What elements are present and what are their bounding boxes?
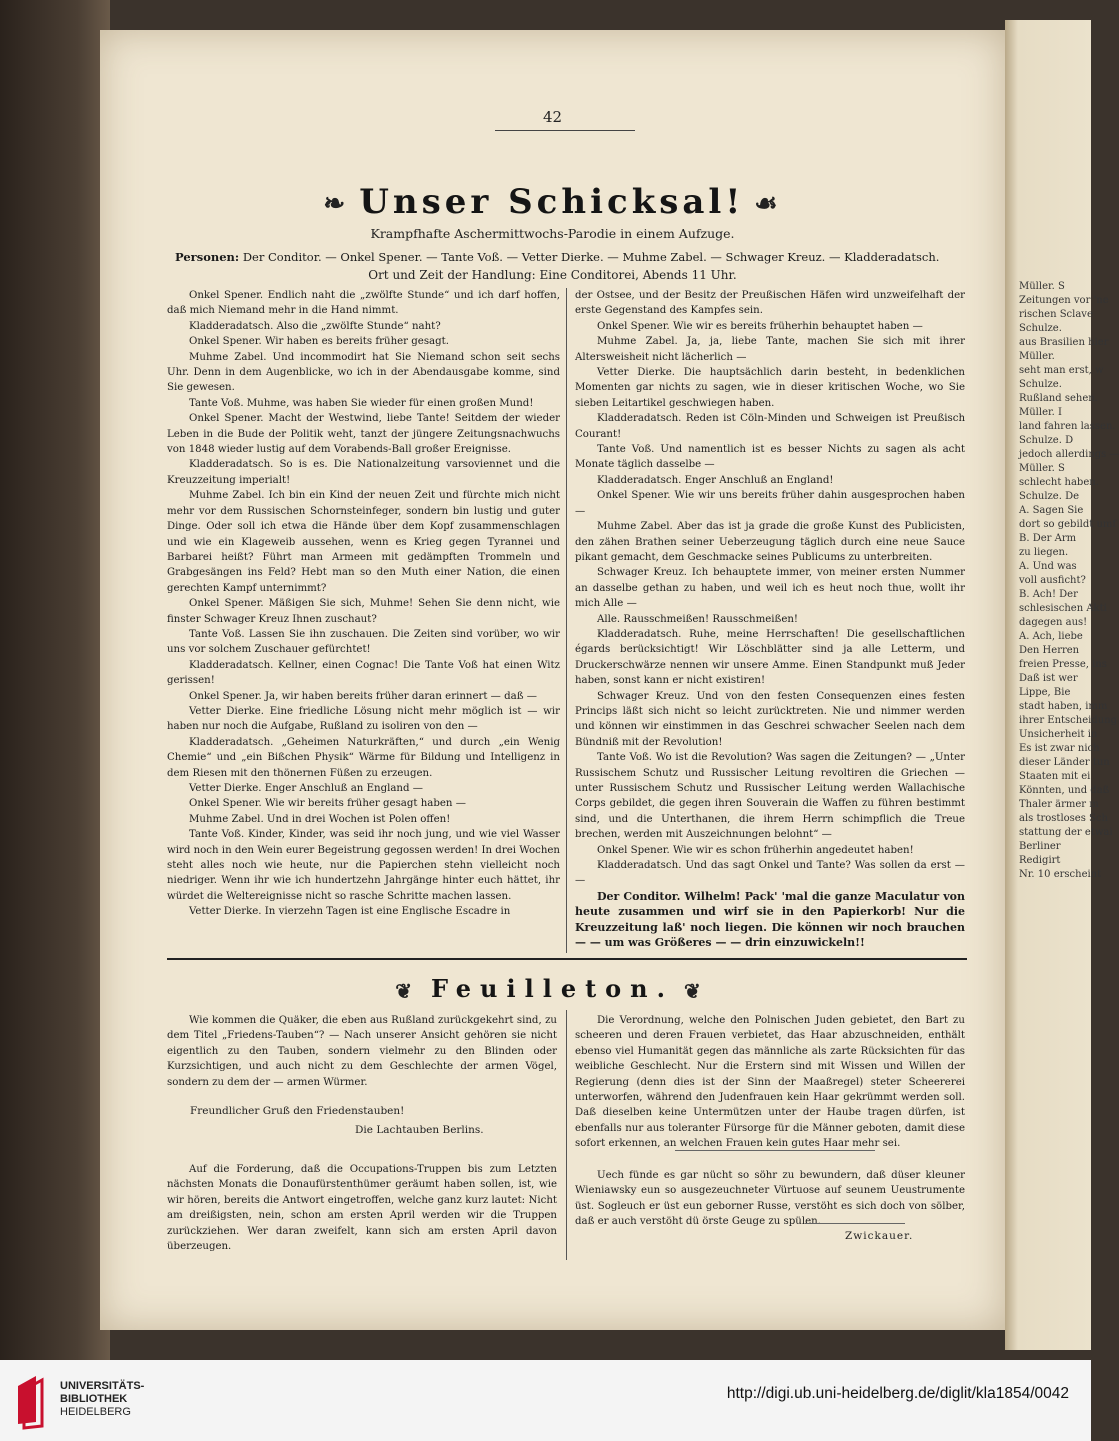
adjacent-page-line: Müller. S — [1019, 281, 1065, 292]
dialogue-line: Muhme Zabel. Ich bin ein Kind der neuen Zeit und fürchte mich nicht mehr vor dem Russischen Schornsteinfeger, sondern bin lustig und guter Dinge. Oder soll ich etwa die Hände über dem Kopf zusammenschlagen und wie ein Klageweib aussehen, wenn es Krieg gegen Tyrannei und Barbarei heißt? Führt man Armeen mit gedämpften Trommeln und Grabgesängen ins Feld? Hebt man so den Muth einer Nation, die einen gerechten Kampf unternimmt? — [167, 490, 560, 594]
dialogue-line: Tante Voß. Muhme, was haben Sie wieder für einen großen Mund! — [189, 397, 534, 409]
article-column-right — [575, 288, 965, 951]
dialogue-line: Onkel Spener. Wie wir es bereits früherhin behauptet haben — — [597, 320, 923, 332]
adjacent-page-line: schlesischen Akti — [1019, 603, 1107, 614]
dialogue-line: Onkel Spener. Mäßigen Sie sich, Muhme! Sehen Sie denn nicht, wie finster Schwager Kreuz Ihnen zuschaut? — [167, 598, 560, 625]
cast-names: Der Conditor. — Onkel Spener. — Tante Voß. — Vetter Dierke. — Muhme Zabel. — Schwager Kreuz. — Kladderadatsch. — [242, 250, 940, 264]
dialogue-line: Kladderadatsch. Kellner, einen Cognac! Die Tante Voß hat einen Witz gerissen! — [167, 659, 560, 687]
adjacent-page-line: rischen Sclave — [1019, 309, 1093, 320]
flourish-left-icon: ❦ — [395, 978, 422, 1003]
adjacent-page-line: dort so gebildt umf — [1019, 519, 1117, 530]
library-logo-icon[interactable] — [14, 1372, 50, 1428]
adjacent-page-line: als trostloses Sch — [1019, 813, 1108, 824]
adjacent-page-line: seht man erst, w — [1019, 365, 1104, 376]
adjacent-page-line: dieser Länder tun — [1019, 757, 1110, 768]
adjacent-page-line: A. Ach, liebe — [1019, 631, 1083, 642]
dialogue-line: Muhme Zabel. Und incommodirt hat Sie Niemand schon seit sechs Uhr. Denn in dem Augenblicke, wo ich in der Abendausgabe komme, sind Sie gewesen. — [167, 351, 560, 394]
adjacent-page-line: Den Herren — [1019, 645, 1080, 656]
dialogue-line: Schwager Kreuz. Und von den festen Consequenzen eines festen Princips läßt sich nicht so leicht zurücktreten. Nie und nimmer werden und können wir einstimmen in das Geschrei schwacher Seelen nach dem Bündniß mit der Revolution! — [575, 690, 965, 748]
adjacent-page-line: Thaler ärmer m — [1019, 799, 1099, 810]
article-title-text: Unser Schicksal! — [359, 182, 745, 222]
adjacent-page-line: B. Der Arm — [1019, 533, 1077, 544]
dialogue-line: Kladderadatsch. Also die „zwölfte Stunde“ naht? — [189, 320, 441, 332]
library-name-line3: HEIDELBERG — [60, 1406, 131, 1418]
adjacent-page-line: Müller. S — [1019, 463, 1065, 474]
feuilleton-item — [575, 1013, 965, 1152]
column-divider — [566, 288, 567, 953]
dialogue-line: Vetter Dierke. Eine friedliche Lösung nicht mehr möglich ist — wir haben nur noch die Aufgabe, Rußland zu isoliren von den — — [167, 705, 560, 733]
feuilleton-title-text: Feuilleton. — [431, 974, 674, 1003]
book-spine-shadow — [0, 0, 110, 1360]
feuilleton-text: Uech fünde es gar nücht so söhr zu bewundern, daß düser kleuner Wieniawsky eun so ausgezeuchneter Vürtuose auf seunem Ueustrumente üst. Sogleuch er üst eun geborner Russe, verstöht es sich doch von sölber, daß er auch verstöht dü örste Geuge zu spülen. — [575, 1170, 965, 1228]
item-divider — [675, 1150, 875, 1151]
dialogue-line: Kladderadatsch. „Geheimen Naturkräften,“ und durch „ein Wenig Chemie“ und „ein Bißchen Physik“ Wärme für Bildung und Intelligenz in dem Riesen mit den thönernen Füßen zu erzeugen. — [167, 736, 560, 779]
dialogue-line: Tante Voß. Und namentlich ist es besser Nichts zu sagen als acht Monate täglich dasselbe — — [575, 444, 965, 471]
dialogue-line: Onkel Spener. Endlich naht die „zwölfte Stunde“ und ich darf hoffen, daß mich Niemand mehr in die Hand nimmt. — [167, 290, 560, 317]
flourish-right-icon: ☙ — [754, 189, 782, 219]
greeting-signature: Die Lachtauben Berlins. — [355, 1124, 484, 1136]
permalink-url[interactable]: http://digi.ub.uni-heidelberg.de/diglit/kla1854/0042 — [726, 1385, 1069, 1402]
adjacent-page-text — [1005, 20, 1119, 882]
adjacent-page-line: Nr. 10 erscheint — [1019, 869, 1102, 880]
item-divider — [805, 1223, 905, 1224]
dialogue-line: Tante Voß. Lassen Sie ihn zuschauen. Die Zeiten sind vorüber, wo wir uns vor solchem Zuschauer gefürchtet! — [167, 628, 560, 656]
adjacent-page-line: Könnten, und daß — [1019, 785, 1110, 796]
greeting-line: Freundlicher Gruß den Friedenstauben! — [190, 1105, 405, 1117]
adjacent-page-line: aus Brasilien hier — [1019, 337, 1109, 348]
adjacent-page-line: zu liegen. — [1019, 547, 1069, 558]
page-number-rule — [495, 130, 635, 131]
feuilleton-item — [575, 1168, 965, 1230]
article-title — [100, 182, 1005, 222]
adjacent-page-line: Es ist zwar nich — [1019, 743, 1100, 754]
library-name[interactable] — [60, 1380, 144, 1419]
dialogue-line: Alle. Rausschmeißen! Rausschmeißen! — [597, 613, 799, 625]
dialogue-line: Muhme Zabel. Ja, ja, liebe Tante, machen Sie sich mit ihrer Altersweisheit nicht lächerlich — — [575, 336, 965, 363]
library-name-line1: UNIVERSITÄTS- — [60, 1380, 145, 1392]
adjacent-page-line: Daß ist wer — [1019, 673, 1078, 684]
adjacent-page-line: Schulze. — [1019, 379, 1062, 390]
dialogue-line: Onkel Spener. Wie wir uns bereits früher dahin ausgesprochen haben — — [575, 490, 965, 517]
adjacent-page-line: Staaten mit ei — [1019, 771, 1091, 782]
cast-list — [175, 250, 975, 264]
article-subtitle: Krampfhafte Aschermittwochs-Parodie in einem Aufzuge. — [370, 226, 735, 241]
adjacent-page-line: Schulze. — [1019, 323, 1062, 334]
dialogue-line: Kladderadatsch. Ruhe, meine Herrschaften! Die gesellschaftlichen égards berücksichtigt! Wir Löschblätter sind ja alle Letterm, und Druckerschwärze nennen wir unsere Amme. Einen Standpunkt muß Jeder haben, sonst kann er nicht existiren! — [575, 628, 965, 687]
adjacent-page-line: Zeitungen vor 'ne — [1019, 295, 1109, 306]
adjacent-page-line: Berliner — [1019, 841, 1061, 852]
dialogue-line: Onkel Spener. Macht der Westwind, liebe Tante! Seitdem der wieder Leben in die Bude der Politik weht, tanzt der jüngere Zeitungsnachwuchs von 1848 wieder lustig auf dem Vorabends-Ball großer Ereignisse. — [167, 413, 560, 456]
adjacent-page-line: Unsicherheit in — [1019, 729, 1098, 740]
adjacent-page-line: A. Und was — [1019, 561, 1077, 572]
library-name-line2: BIBLIOTHEK — [60, 1393, 128, 1405]
feuilleton-title — [100, 974, 1005, 1003]
page-number: 42 — [542, 108, 563, 126]
dialogue-line: Schwager Kreuz. Ich behauptete immer, von meiner ersten Nummer an dasselbe gethan zu haben, und weil ich es heut noch thue, wollt ihr mich Alle — — [575, 567, 965, 610]
feuilleton-text: Die Verordnung, welche den Polnischen Juden gebietet, den Bart zu scheeren und deren Frauen verbietet, das Haar abzuschneiden, enthält ebenso viel Humanität gegen das männliche als zarte Rücksichten für das weibliche Geschlecht. Nur die Erstern sind mit Wissen und Willen der Regierung (denn dies ist der Sinn der Maaßregel) steter Scheererei unterworfen, während den Judenfrauen kein Haar gekrümmt werden soll. Daß dieselben keine Untermützen unter der Haube tragen dürfen, ist ebenfalls nur aus toleranter Fürsorge für die Männer geboten, damit diese sofort erkennen, an welchen Frauen kein gutes Haar mehr sei. — [575, 1015, 965, 1150]
cast-label: Personen: — [175, 250, 240, 264]
adjacent-page-line: voll ausficht? — [1019, 575, 1086, 586]
adjacent-page-line: Müller. — [1019, 351, 1055, 362]
dialogue-line: Kladderadatsch. Enger Anschluß an England! — [597, 474, 834, 486]
dialogue-line: Onkel Spener. Wie wir bereits früher gesagt haben — — [189, 798, 466, 810]
dialogue-line: Onkel Spener. Wir haben es bereits früher gesagt. — [189, 336, 449, 348]
adjacent-page-line: Schulze. D — [1019, 435, 1074, 446]
adjacent-page-line: freien Presse, ins — [1019, 659, 1107, 670]
adjacent-page-line: land fahren lassen. — [1019, 421, 1116, 432]
dialogue-line: Kladderadatsch. Reden ist Cöln-Minden und Schweigen ist Preußisch Courant! — [575, 413, 965, 440]
dialogue-line: Kladderadatsch. Und das sagt Onkel und Tante? Was sollen da erst — — — [575, 860, 965, 887]
newspaper-page — [100, 30, 1005, 1330]
dialogue-line: der Ostsee, und der Besitz der Preußischen Häfen wird unzweifelhaft der erste Gegenstand des Kampfes sein. — [575, 290, 965, 317]
feuilleton-item — [167, 1013, 557, 1090]
setting-line: Ort und Zeit der Handlung: Eine Conditorei, Abends 11 Uhr. — [368, 268, 737, 282]
dialogue-line: Vetter Dierke. In vierzehn Tagen ist eine Englische Escadre in — [189, 906, 511, 918]
dialogue-line: Onkel Spener. Ja, wir haben bereits früher daran erinnert — daß — — [189, 690, 537, 702]
viewer-footer — [0, 1360, 1091, 1441]
dialogue-line: Muhme Zabel. Und in drei Wochen ist Polen offen! — [189, 813, 451, 825]
article-column-left — [167, 288, 560, 920]
feuilleton-signature: Zwickauer. — [845, 1230, 914, 1242]
adjacent-page-line: Müller. I — [1019, 407, 1062, 418]
flourish-left-icon: ❧ — [323, 189, 350, 219]
adjacent-page-line: schlecht haben. — [1019, 477, 1099, 488]
flourish-right-icon: ❦ — [683, 978, 710, 1003]
feuilleton-item — [167, 1162, 557, 1254]
dialogue-line: Vetter Dierke. Die hauptsächlich darin besteht, in bedenklichen Momenten gar nichts zu sagen, wie in dieser kritischen Woche, wo Sie sieben Leitartikel geschwiegen haben. — [575, 367, 965, 409]
adjacent-page-line: stadt haben, imm — [1019, 701, 1108, 712]
dialogue-line: Muhme Zabel. Aber das ist ja grade die große Kunst des Publicisten, den zähen Brathen seiner Ueberzeugung täglich durch eine neue Sauce pikant gemacht, dem Geschmacke seines Publicums zu unterbreiten. — [575, 521, 965, 563]
adjacent-page — [1005, 20, 1119, 1350]
dialogue-line: Onkel Spener. Wie wir es schon früherhin angedeutet haben! — [597, 844, 914, 856]
adjacent-page-line: stattung der etwai — [1019, 827, 1113, 838]
dialogue-line: Tante Voß. Wo ist die Revolution? Was sagen die Zeitungen? — „Unter Russischem Schutz und Russischer Leitung revoltiren die Griechen — unter Russischem Schutz und Russischer Leitung werden Wallachische Corps gebildet, die gegen ihren Souverain die Waffen zu führen bestimmt sind, und die Unterthanen, die ihrem Herrn schimpflich die Treue brechen, werden mit Auszeichnungen belohnt“ — — [575, 752, 965, 841]
dialogue-line: Vetter Dierke. Enger Anschluß an England — — [189, 783, 423, 794]
adjacent-page-line: B. Ach! Der — [1019, 589, 1078, 600]
column-divider — [566, 1010, 567, 1260]
adjacent-page-line: Lippe, Bie — [1019, 687, 1071, 698]
adjacent-page-line: Schulze. De — [1019, 491, 1080, 502]
adjacent-page-line: Rußland sehen. — [1019, 393, 1098, 404]
feuilleton-text: Auf die Forderung, daß die Occupations-Truppen bis zum Letzten nächsten Monats die Donaufürstenthümer geräumt haben sollen, ist, wie wir hören, bereits die Antwort eingetroffen, welche ganz kurz lautet: Nicht am dreißigsten, nein, schon am ersten April werden wir die Truppen zurückziehen. Wer daran zweifelt, kann sich am ersten April davon überzeugen. — [167, 1164, 557, 1253]
adjacent-page-line: A. Sagen Sie — [1019, 505, 1084, 516]
adjacent-page-line: Redigirt — [1019, 855, 1061, 866]
adjacent-page-line: dagegen aus! — [1019, 617, 1088, 628]
dialogue-line: Tante Voß. Kinder, Kinder, was seid ihr noch jung, und wie viel Wasser wird noch in den Wein eurer Begeistrung gegossen werden! In drei Wochen steht alles noch wie heute, nur die Papierchen stehn vielleicht noch niedriger. Wenn ihr wie ich hundertzehn Jahrgänge hinter euch hättet, ihr würdet die Weltereignisse nicht so rasche Schritte machen lassen. — [167, 829, 560, 902]
closing-line: Der Conditor. Wilhelm! Pack' 'mal die ganze Maculatur von heute zusammen und wirf sie in den Papierkorb! Nur die Kreuzzeitung laß' noch liegen. Die können wir noch brauchen — — um was Größeres — — drin einzuwickeln!! — [575, 889, 965, 950]
section-divider — [167, 958, 967, 960]
feuilleton-text: Wie kommen die Quäker, die eben aus Rußland zurückgekehrt sind, zu dem Titel „Friedens-Tauben“? — Nach unserer Ansicht gehören sie nicht eigentlich zu den Tauben, sondern vielmehr zu den Blinden oder Kurzsichtigen, und auch nicht zu dem Geschlechte der armen Vögel, sondern zu dem der — armen Würmer. — [167, 1015, 557, 1088]
adjacent-page-line: jedoch allerdings — — [1019, 449, 1119, 460]
dialogue-line: Kladderadatsch. So is es. Die Nationalzeitung varsoviennet und die Kreuzzeitung imperialt! — [167, 459, 560, 486]
adjacent-page-line: ihrer Entscheidung — [1019, 715, 1118, 726]
